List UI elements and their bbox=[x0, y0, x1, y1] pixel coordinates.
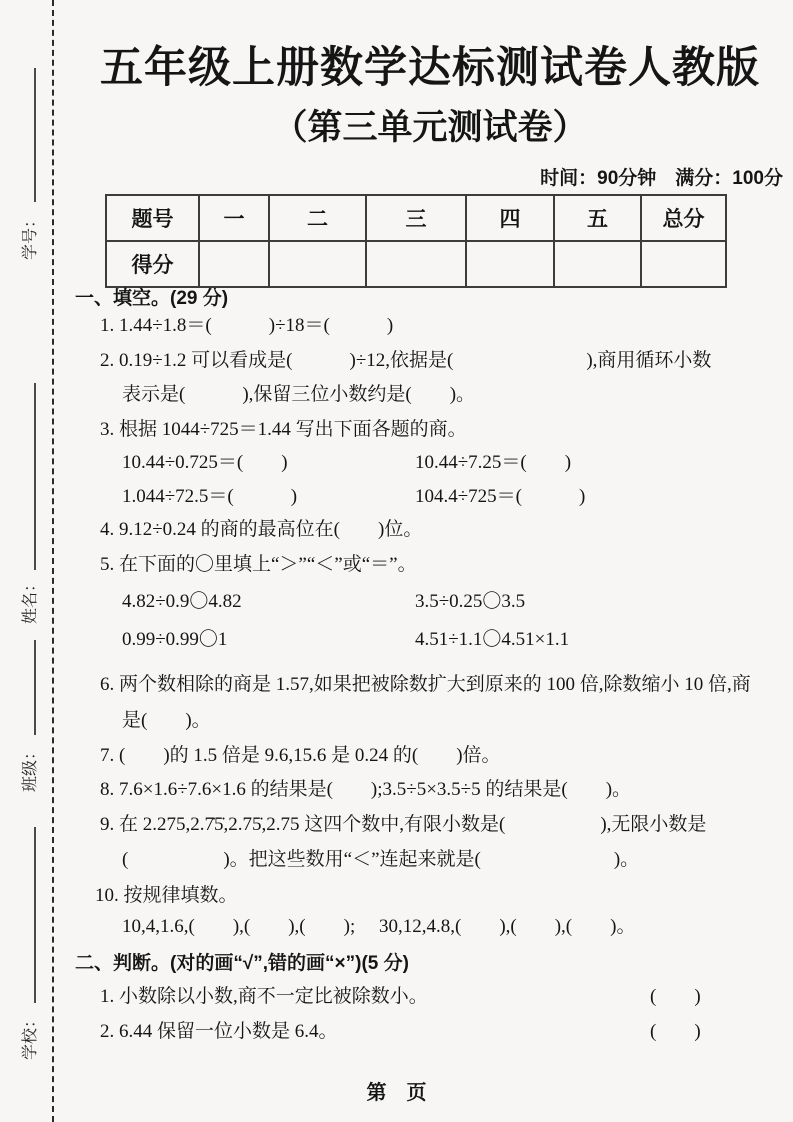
page-title: 五年级上册数学达标测试卷人教版 bbox=[100, 44, 760, 92]
score-header-cell: 一 bbox=[199, 195, 269, 241]
cut-dashed-line bbox=[52, 0, 54, 1122]
fill-line-3c bbox=[75, 484, 793, 510]
judge-item-2 bbox=[75, 1019, 793, 1045]
judge-statement: 1. 小数除以小数,商不一定比被除数小。 bbox=[100, 986, 428, 1007]
fill-line-10b: 10,4,1.6,( ),( ),( ); 30,12,4.8,( ),( ),( )。 bbox=[122, 916, 636, 937]
class-label: 班级： bbox=[22, 744, 39, 793]
school-writing-line bbox=[34, 827, 36, 1003]
comparison-left: 0.99÷0.99〇1 bbox=[122, 629, 228, 650]
judge-item-1 bbox=[75, 984, 793, 1010]
score-header-cell: 五 bbox=[554, 195, 641, 241]
score-header-cell: 三 bbox=[366, 195, 466, 241]
fill-line-5b bbox=[75, 589, 793, 615]
judge-statement: 2. 6.44 保留一位小数是 6.4。 bbox=[100, 1021, 338, 1042]
score-cell bbox=[641, 241, 726, 287]
name-label: 姓名： bbox=[22, 576, 39, 625]
page-subtitle: （第三单元测试卷） bbox=[272, 108, 588, 147]
score-header-cell: 题号 bbox=[106, 195, 199, 241]
fill-line-7: 7. ( )的 1.5 倍是 9.6,15.6 是 0.24 的( )倍。 bbox=[100, 745, 501, 766]
fill-line-9a: 9. 在 2.275,2.7̇5̇,2.75̇,2.75 这四个数中,有限小数是( ),无限小数是 bbox=[100, 814, 707, 835]
fill-line-2a: 2. 0.19÷1.2 可以看成是( )÷12,依据是( ),商用循环小数 bbox=[100, 350, 712, 371]
page-footer: 第 页 bbox=[366, 1082, 427, 1104]
section-heading-fill: 一、填空。(29 分) bbox=[75, 288, 229, 309]
name-writing-line bbox=[34, 383, 36, 570]
answer-blank: ( ) bbox=[650, 1021, 701, 1042]
equation-left: 1.044÷72.5＝( ) bbox=[122, 486, 298, 507]
comparison-right: 4.51÷1.1〇4.51×1.1 bbox=[415, 629, 570, 650]
equation-left: 10.44÷0.725＝( ) bbox=[122, 452, 288, 473]
score-table bbox=[105, 194, 727, 288]
fill-line-6a: 6. 两个数相除的商是 1.57,如果把被除数扩大到原来的 100 倍,除数缩小 10 倍,商 bbox=[100, 674, 751, 695]
score-cell bbox=[466, 241, 554, 287]
score-cell bbox=[199, 241, 269, 287]
fill-line-2b: 表示是( ),保留三位小数约是( )。 bbox=[122, 384, 476, 405]
equation-right: 10.44÷7.25＝( ) bbox=[415, 452, 572, 473]
score-row-label: 得分 bbox=[106, 241, 199, 287]
equation-right: 104.4÷725＝( ) bbox=[415, 486, 586, 507]
fill-line-10a: 10. 按规律填数。 bbox=[95, 885, 238, 906]
score-table-header-row bbox=[106, 195, 726, 241]
fill-line-5a: 5. 在下面的〇里填上“＞”“＜”或“＝”。 bbox=[100, 554, 417, 575]
comparison-left: 4.82÷0.9〇4.82 bbox=[122, 591, 242, 612]
score-header-cell: 二 bbox=[269, 195, 366, 241]
score-cell bbox=[554, 241, 641, 287]
school-label: 学校： bbox=[22, 1012, 39, 1061]
exam-page bbox=[75, 0, 785, 1122]
comparison-right: 3.5÷0.25〇3.5 bbox=[415, 591, 526, 612]
exam-meta: 时间：90分钟 满分：100分 bbox=[540, 168, 783, 189]
score-header-cell: 总分 bbox=[641, 195, 726, 241]
fill-line-3b bbox=[75, 450, 793, 476]
score-table-score-row bbox=[106, 241, 726, 287]
student-id-label: 学号： bbox=[22, 212, 39, 261]
fill-line-3a: 3. 根据 1044÷725＝1.44 写出下面各题的商。 bbox=[100, 419, 467, 440]
score-cell bbox=[269, 241, 366, 287]
class-writing-line bbox=[34, 640, 36, 735]
fill-line-9b: ( )。把这些数用“＜”连起来就是( )。 bbox=[122, 849, 640, 870]
score-cell bbox=[366, 241, 466, 287]
fill-line-8: 8. 7.6×1.6÷7.6×1.6 的结果是( );3.5÷5×3.5÷5 的结果是( )。 bbox=[100, 779, 632, 800]
score-header-cell: 四 bbox=[466, 195, 554, 241]
fill-line-5c bbox=[75, 627, 793, 653]
fill-line-1: 1. 1.44÷1.8＝( )÷18＝( ) bbox=[100, 315, 394, 336]
fill-line-4: 4. 9.12÷0.24 的商的最高位在( )位。 bbox=[100, 519, 423, 540]
answer-blank: ( ) bbox=[650, 986, 701, 1007]
student-id-writing-line bbox=[34, 68, 36, 202]
fill-line-6b: 是( )。 bbox=[122, 710, 211, 731]
section-heading-judge: 二、判断。(对的画“√”,错的画“×”)(5 分) bbox=[75, 953, 409, 974]
